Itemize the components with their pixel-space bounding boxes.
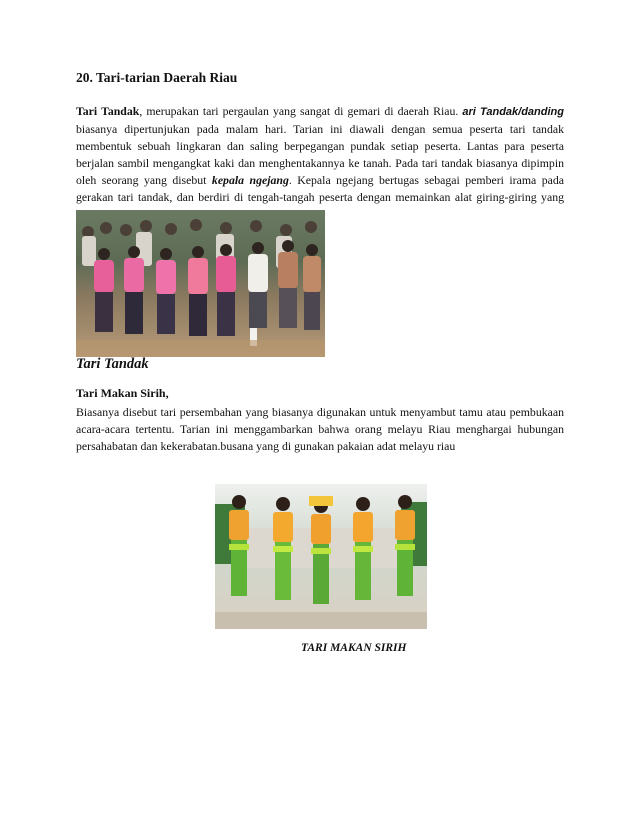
section-title: 20. Tari-tarian Daerah Riau — [76, 70, 238, 85]
subheading-tari-makan-sirih: Tari Makan Sirih, — [76, 386, 169, 400]
photo-caption-tari-tandak: Tari Tandak — [76, 356, 149, 372]
fragment-ari: ari Tandak/danding — [462, 106, 564, 118]
paragraph-tari-makan-sirih: Biasanya disebut tari persembahan yang biasanya digunakan untuk menyambut tamu atau pembukaan acara-acara tertentu. Tarian ini menggambarkan bahwa orang melayu Riau menghargai hubungan persahabatan dan kekerabatan.busana yang di gunakan pakaian adat melayu riau — [76, 405, 564, 453]
term-kepala-ngejang: kepala ngejang — [211, 173, 289, 187]
paragraph-tari-tandak: Tari Tandak, merupakan tari pergaulan yang sangat di gemari di daerah Riau. ari Tandak/danding biasanya dipertunjukan pada malam hari. Tarian ini diawali dengan semua peserta tari tandak membentuk sebuah lingkaran dan saling berpegangan pundak setiap peserta. Lantas para peserta berjalan sambil mengangkat kaki dan menghentakannya ke tanah. Pada tari tandak biasanya dipimpin oleh seorang yang disebut kepala ngejang. Kepala ngejang bertugas sebagai pemberi irama pada gerakan tari tandak, dan berdiri di tengah-tangah peserta dengan memainkan alat giring-giring yang — [76, 104, 564, 204]
term-tari-tandak: Tari Tandak — [76, 104, 140, 118]
photo-tari-makan-sirih — [215, 484, 427, 629]
photo-tari-tandak — [76, 210, 325, 357]
photo-caption-tari-makan-sirih: TARI MAKAN SIRIH — [301, 642, 407, 654]
